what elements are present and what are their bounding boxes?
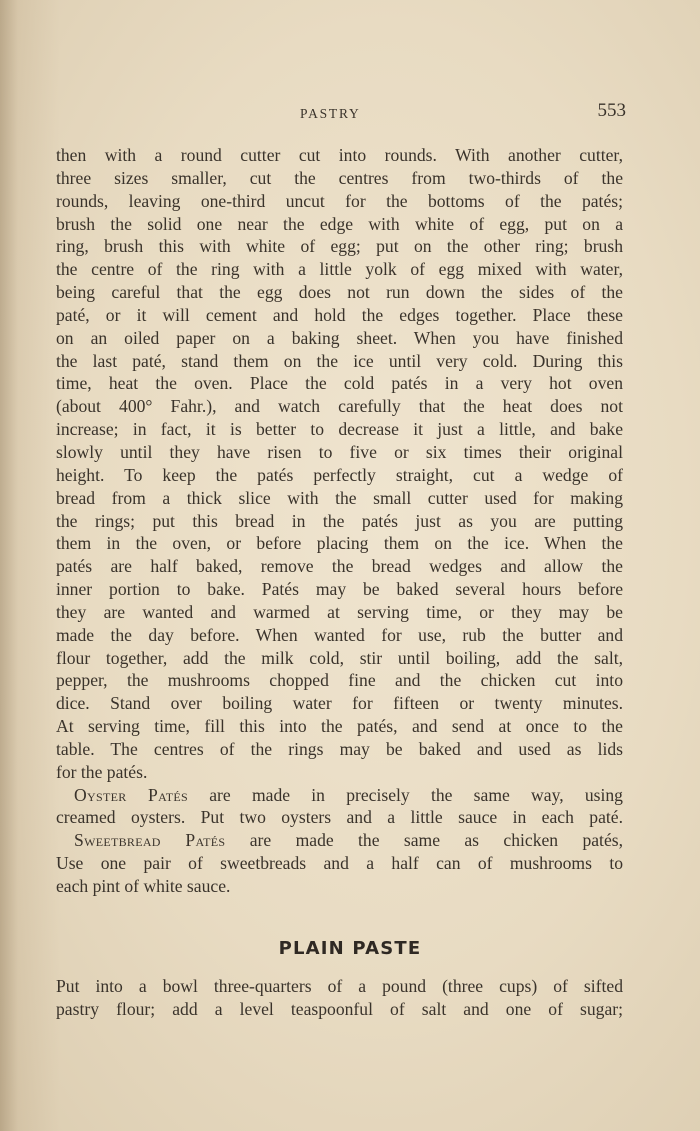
text-line: time, heat the oven. Place the cold patés in a very hot oven xyxy=(56,373,623,394)
text-line: pepper, the mushrooms chopped fine and the chicken cut into xyxy=(56,670,623,691)
body-text xyxy=(56,144,623,898)
text-line: for the patés. xyxy=(56,761,148,782)
text-line: ring, brush this with white of egg; put on the other ring; brush xyxy=(56,236,623,257)
text-line: pastry flour; add a level teaspoonful of salt and one of sugar; xyxy=(56,998,623,1019)
text-line: the centre of the ring with a little yolk of egg mixed with water, xyxy=(56,259,623,280)
text-line: (about 400° Fahr.), and watch carefully that the heat does not xyxy=(56,396,623,417)
running-head: PASTRY xyxy=(300,106,361,121)
text-line: made the day before. When wanted for use, rub the butter and xyxy=(56,624,623,645)
text-line: increase; in fact, it is better to decrease it just a little, and bake xyxy=(56,419,623,440)
text-line: rounds, leaving one-third uncut for the bottoms of the patés; xyxy=(56,190,623,211)
text-line: Use one pair of sweetbreads and a half can of mushrooms to xyxy=(56,853,623,874)
text-line: them in the oven, or before placing them on the ice. When the xyxy=(56,533,623,554)
page-number: 553 xyxy=(597,100,626,121)
text-line: table. The centres of the rings may be baked and used as lids xyxy=(56,738,623,759)
text-line: the rings; put this bread in the patés just as you are putting xyxy=(56,510,623,531)
text-line: dice. Stand over boiling water for fifteen or twenty minutes. xyxy=(56,693,623,714)
section-text xyxy=(56,975,623,1021)
text-line: brush the solid one near the edge with white of egg, put on a xyxy=(56,213,623,234)
text-line: paté, or it will cement and hold the edges together. Place these xyxy=(56,304,623,325)
sweetbread-pates-heading: Sweetbread Patés xyxy=(74,830,226,851)
text-line: each pint of white sauce. xyxy=(56,876,231,896)
text-line: inner portion to bake. Patés may be baked several hours before xyxy=(56,579,623,600)
text-line: height. To keep the patés perfectly straight, cut a wedge of xyxy=(56,464,623,485)
text-line: creamed oysters. Put two oysters and a little sauce in each paté. xyxy=(56,807,623,828)
text-line: slowly until they have risen to five or six times their original xyxy=(56,441,623,462)
text-line: At serving time, fill this into the patés, and send at once to the xyxy=(56,716,623,737)
sweetbread-pates-text: are made the same as chicken patés, xyxy=(225,830,623,851)
oyster-pates-paragraph xyxy=(56,784,623,807)
sweetbread-pates-paragraph xyxy=(56,829,623,852)
text-line: being careful that the egg does not run down the sides of the xyxy=(56,282,623,303)
section-title: PLAIN PASTE xyxy=(278,938,422,959)
oyster-pates-heading: Oyster Patés xyxy=(74,784,188,805)
text-line: Put into a bowl three-quarters of a pound (three cups) of sifted xyxy=(56,976,623,996)
text-line: flour together, add the milk cold, stir until boiling, add the salt, xyxy=(56,647,623,668)
text-line: on an oiled paper on a baking sheet. When you have finished xyxy=(56,327,623,348)
oyster-pates-text: are made in precisely the same way, using xyxy=(188,784,623,805)
text-line: bread from a thick slice with the small cutter used for making xyxy=(56,487,623,508)
page-header xyxy=(56,100,626,130)
text-line: then with a round cutter cut into rounds. With another cutter, xyxy=(56,145,623,165)
text-line: three sizes smaller, cut the centres from two-thirds of the xyxy=(56,167,623,188)
text-line: they are wanted and warmed at serving time, or they may be xyxy=(56,601,623,622)
text-line: patés are half baked, remove the bread wedges and allow the xyxy=(56,556,623,577)
text-line: the last paté, stand them on the ice until very cold. During this xyxy=(56,350,623,371)
